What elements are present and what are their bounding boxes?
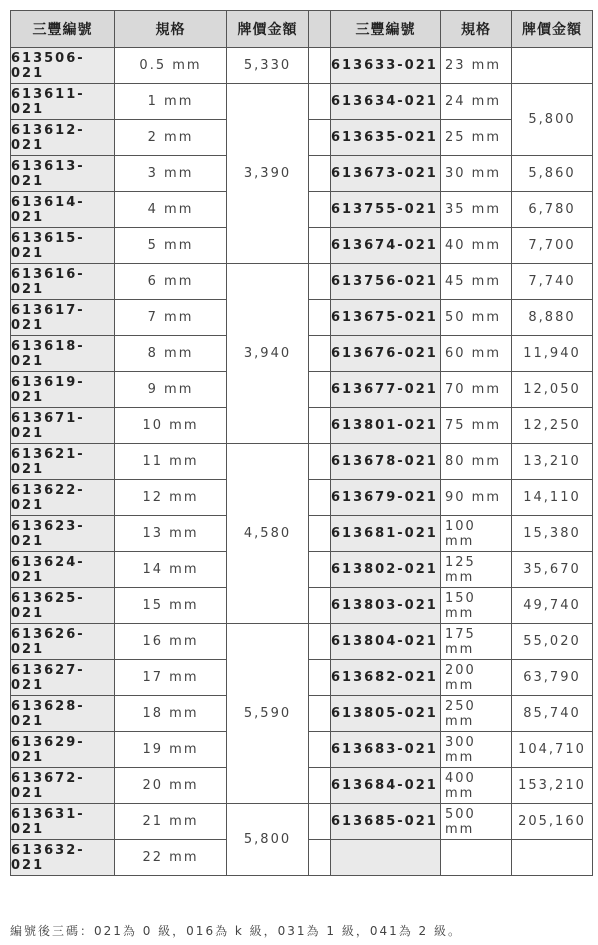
column-gap [309, 228, 331, 264]
left-spec-cell: 18 mm [115, 696, 227, 732]
right-spec-cell: 25 mm [441, 120, 512, 156]
column-gap [309, 264, 331, 300]
table-row [11, 84, 593, 120]
left-spec-cell: 1 mm [115, 84, 227, 120]
column-gap [309, 804, 331, 840]
left-price-cell: 5,330 [227, 48, 309, 84]
left-spec-cell: 15 mm [115, 588, 227, 624]
left-spec-cell: 7 mm [115, 300, 227, 336]
right-price-cell: 11,940 [512, 336, 593, 372]
right-spec-cell: 80 mm [441, 444, 512, 480]
column-gap [309, 408, 331, 444]
right-code-cell: 613679-021 [331, 480, 441, 516]
left-spec-cell: 14 mm [115, 552, 227, 588]
left-code-cell: 613611-021 [11, 84, 115, 120]
left-code-cell: 613631-021 [11, 804, 115, 840]
right-code-cell: 613633-021 [331, 48, 441, 84]
left-price-cell: 5,800 [227, 804, 309, 876]
header-row [11, 11, 593, 48]
header-spec-right: 規格 [441, 11, 512, 48]
right-spec-cell: 50 mm [441, 300, 512, 336]
left-code-cell: 613618-021 [11, 336, 115, 372]
header-code-left: 三豐編號 [11, 11, 115, 48]
right-spec-cell: 40 mm [441, 228, 512, 264]
left-spec-cell: 8 mm [115, 336, 227, 372]
right-spec-cell: 60 mm [441, 336, 512, 372]
left-code-cell: 613671-021 [11, 408, 115, 444]
left-spec-cell: 20 mm [115, 768, 227, 804]
left-spec-cell: 17 mm [115, 660, 227, 696]
right-price-cell: 12,250 [512, 408, 593, 444]
right-price-cell: 55,020 [512, 624, 593, 660]
left-spec-cell: 16 mm [115, 624, 227, 660]
left-code-cell: 613623-021 [11, 516, 115, 552]
right-price-cell: 5,800 [512, 84, 593, 156]
right-spec-cell: 35 mm [441, 192, 512, 228]
column-gap [309, 480, 331, 516]
right-price-cell: 7,740 [512, 264, 593, 300]
right-code-cell: 613684-021 [331, 768, 441, 804]
right-price-cell: 104,710 [512, 732, 593, 768]
left-code-cell: 613632-021 [11, 840, 115, 876]
column-gap [309, 84, 331, 120]
column-gap [309, 300, 331, 336]
left-code-cell: 613617-021 [11, 300, 115, 336]
right-code-cell: 613682-021 [331, 660, 441, 696]
left-code-cell: 613616-021 [11, 264, 115, 300]
right-price-cell: 49,740 [512, 588, 593, 624]
right-code-cell: 613802-021 [331, 552, 441, 588]
right-spec-cell: 250 mm [441, 696, 512, 732]
right-code-cell: 613685-021 [331, 804, 441, 840]
left-spec-cell: 22 mm [115, 840, 227, 876]
left-code-cell: 613624-021 [11, 552, 115, 588]
table-body [11, 48, 593, 876]
left-spec-cell: 11 mm [115, 444, 227, 480]
right-code-cell: 613755-021 [331, 192, 441, 228]
right-code-cell: 613683-021 [331, 732, 441, 768]
left-spec-cell: 9 mm [115, 372, 227, 408]
left-code-cell: 613614-021 [11, 192, 115, 228]
right-spec-cell: 90 mm [441, 480, 512, 516]
header-code-right: 三豐編號 [331, 11, 441, 48]
left-code-cell: 613619-021 [11, 372, 115, 408]
table-row [11, 624, 593, 660]
column-gap [309, 48, 331, 84]
left-code-cell: 613628-021 [11, 696, 115, 732]
left-spec-cell: 21 mm [115, 804, 227, 840]
right-spec-cell [441, 840, 512, 876]
right-code-cell [331, 840, 441, 876]
left-spec-cell: 4 mm [115, 192, 227, 228]
right-code-cell: 613635-021 [331, 120, 441, 156]
left-code-cell: 613627-021 [11, 660, 115, 696]
table-row [11, 264, 593, 300]
column-gap [309, 11, 331, 48]
column-gap [309, 120, 331, 156]
right-spec-cell: 23 mm [441, 48, 512, 84]
right-price-cell: 13,210 [512, 444, 593, 480]
left-spec-cell: 10 mm [115, 408, 227, 444]
right-spec-cell: 200 mm [441, 660, 512, 696]
right-spec-cell: 300 mm [441, 732, 512, 768]
table-row [11, 48, 593, 84]
header-spec-left: 規格 [115, 11, 227, 48]
left-code-cell: 613622-021 [11, 480, 115, 516]
right-spec-cell: 100 mm [441, 516, 512, 552]
right-price-cell: 35,670 [512, 552, 593, 588]
right-code-cell: 613673-021 [331, 156, 441, 192]
left-spec-cell: 6 mm [115, 264, 227, 300]
column-gap [309, 336, 331, 372]
right-spec-cell: 400 mm [441, 768, 512, 804]
right-code-cell: 613804-021 [331, 624, 441, 660]
left-spec-cell: 0.5 mm [115, 48, 227, 84]
column-gap [309, 372, 331, 408]
right-code-cell: 613676-021 [331, 336, 441, 372]
left-spec-cell: 12 mm [115, 480, 227, 516]
column-gap [309, 192, 331, 228]
right-spec-cell: 125 mm [441, 552, 512, 588]
left-price-cell: 3,390 [227, 84, 309, 264]
right-spec-cell: 75 mm [441, 408, 512, 444]
right-spec-cell: 30 mm [441, 156, 512, 192]
right-price-cell: 7,700 [512, 228, 593, 264]
right-code-cell: 613634-021 [331, 84, 441, 120]
right-price-cell [512, 48, 593, 84]
right-price-cell: 85,740 [512, 696, 593, 732]
right-price-cell: 15,380 [512, 516, 593, 552]
right-code-cell: 613803-021 [331, 588, 441, 624]
left-price-cell: 5,590 [227, 624, 309, 804]
column-gap [309, 156, 331, 192]
right-price-cell: 6,780 [512, 192, 593, 228]
right-code-cell: 613674-021 [331, 228, 441, 264]
column-gap [309, 444, 331, 480]
right-spec-cell: 24 mm [441, 84, 512, 120]
column-gap [309, 696, 331, 732]
right-code-cell: 613805-021 [331, 696, 441, 732]
left-code-cell: 613626-021 [11, 624, 115, 660]
right-price-cell: 12,050 [512, 372, 593, 408]
right-spec-cell: 70 mm [441, 372, 512, 408]
column-gap [309, 624, 331, 660]
left-spec-cell: 13 mm [115, 516, 227, 552]
header-price-right: 牌價金額 [512, 11, 593, 48]
left-code-cell: 613621-021 [11, 444, 115, 480]
price-table [10, 10, 593, 876]
column-gap [309, 516, 331, 552]
right-price-cell: 63,790 [512, 660, 593, 696]
table-row [11, 444, 593, 480]
left-code-cell: 613625-021 [11, 588, 115, 624]
column-gap [309, 732, 331, 768]
right-code-cell: 613801-021 [331, 408, 441, 444]
left-code-cell: 613615-021 [11, 228, 115, 264]
right-code-cell: 613681-021 [331, 516, 441, 552]
right-price-cell: 8,880 [512, 300, 593, 336]
column-gap [309, 552, 331, 588]
left-code-cell: 613506-021 [11, 48, 115, 84]
left-price-cell: 3,940 [227, 264, 309, 444]
left-code-cell: 613612-021 [11, 120, 115, 156]
right-code-cell: 613675-021 [331, 300, 441, 336]
column-gap [309, 768, 331, 804]
column-gap [309, 588, 331, 624]
footnote: 編號後三碼：021為 0 級，016為 k 級，031為 1 級，041為 2 級。 [10, 924, 462, 938]
header-price-left: 牌價金額 [227, 11, 309, 48]
right-spec-cell: 45 mm [441, 264, 512, 300]
right-spec-cell: 150 mm [441, 588, 512, 624]
right-code-cell: 613677-021 [331, 372, 441, 408]
left-spec-cell: 3 mm [115, 156, 227, 192]
left-spec-cell: 5 mm [115, 228, 227, 264]
right-code-cell: 613678-021 [331, 444, 441, 480]
left-price-cell: 4,580 [227, 444, 309, 624]
right-price-cell [512, 840, 593, 876]
right-price-cell: 14,110 [512, 480, 593, 516]
right-price-cell: 5,860 [512, 156, 593, 192]
left-spec-cell: 19 mm [115, 732, 227, 768]
right-spec-cell: 500 mm [441, 804, 512, 840]
left-code-cell: 613629-021 [11, 732, 115, 768]
right-price-cell: 205,160 [512, 804, 593, 840]
left-code-cell: 613613-021 [11, 156, 115, 192]
column-gap [309, 660, 331, 696]
left-spec-cell: 2 mm [115, 120, 227, 156]
left-code-cell: 613672-021 [11, 768, 115, 804]
column-gap [309, 840, 331, 876]
right-spec-cell: 175 mm [441, 624, 512, 660]
right-price-cell: 153,210 [512, 768, 593, 804]
table-row [11, 804, 593, 840]
right-code-cell: 613756-021 [331, 264, 441, 300]
